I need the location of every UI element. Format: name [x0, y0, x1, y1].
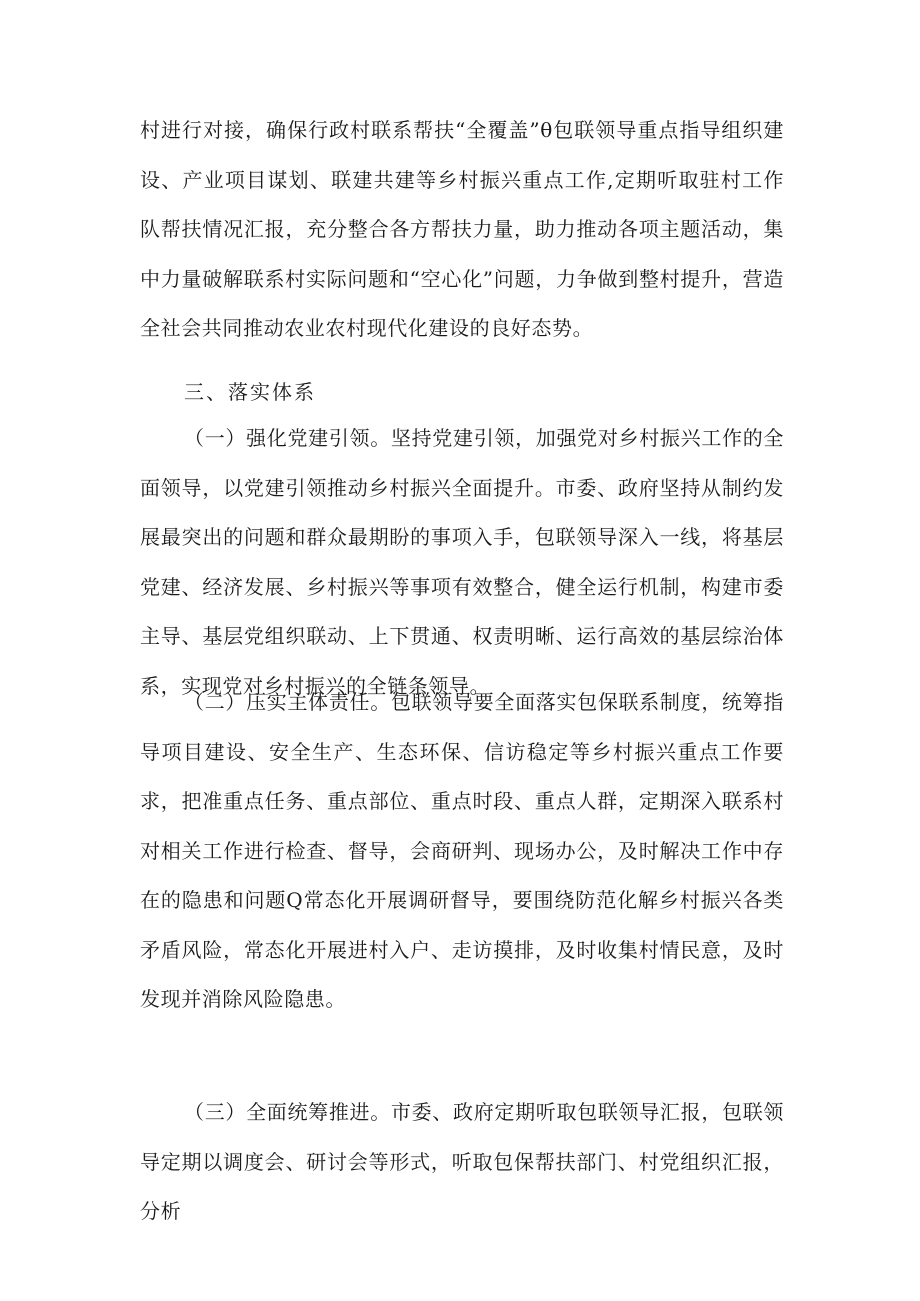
paragraph-party-building: （一）强化党建引领。坚持党建引领，加强党对乡村振兴工作的全面领导，以党建引领推动乡村振兴全面提升。市委、政府坚持从制约发展最突出的问题和群众最期盼的事项入手，包联领导深入一线，将基层党建、经济发展、乡村振兴等事项有效整合，健全运行机制，构建市委主导、基层党组织联动、上下贯通、权责明晰、运行高效的基层综治体系，实现党对乡村振兴的全链条领导。	[140, 426, 784, 698]
paragraph-continuation: 村进行对接，确保行政村联系帮扶“全覆盖”θ包联领导重点指导组织建设、产业项目谋划、联建共建等乡村振兴重点工作,定期听取驻村工作队帮扶情况汇报，充分整合各方帮扶力量，助力推动各项主题活动，集中力量破解联系村实际问题和“空心化”问题，力争做到整村提升，营造全社会共同推动农业农村现代化建设的良好态势。	[140, 118, 784, 340]
paragraph-responsibility: （二）压实主体责任。包联领导要全面落实包保联系制度，统筹指导项目建设、安全生产、生态环保、信访稳定等乡村振兴重点工作要求，把准重点任务、重点部位、重点时段、重点人群，定期深入联系村对相关工作进行检查、督导，会商研判、现场办公，及时解决工作中存在的隐患和问题Q常态化开展调研督导，要围绕防范化解乡村振兴各类矛盾风险，常态化开展进村入户、走访摸排，及时收集村情民意，及时发现并消除风险隐患。	[140, 690, 784, 1011]
paragraph-coordination: （三）全面统筹推进。市委、政府定期听取包联领导汇报，包联领导定期以调度会、研讨会等形式，听取包保帮扶部门、村党组织汇报，分析	[140, 1100, 784, 1223]
section-heading: 三、落实体系	[184, 380, 316, 404]
